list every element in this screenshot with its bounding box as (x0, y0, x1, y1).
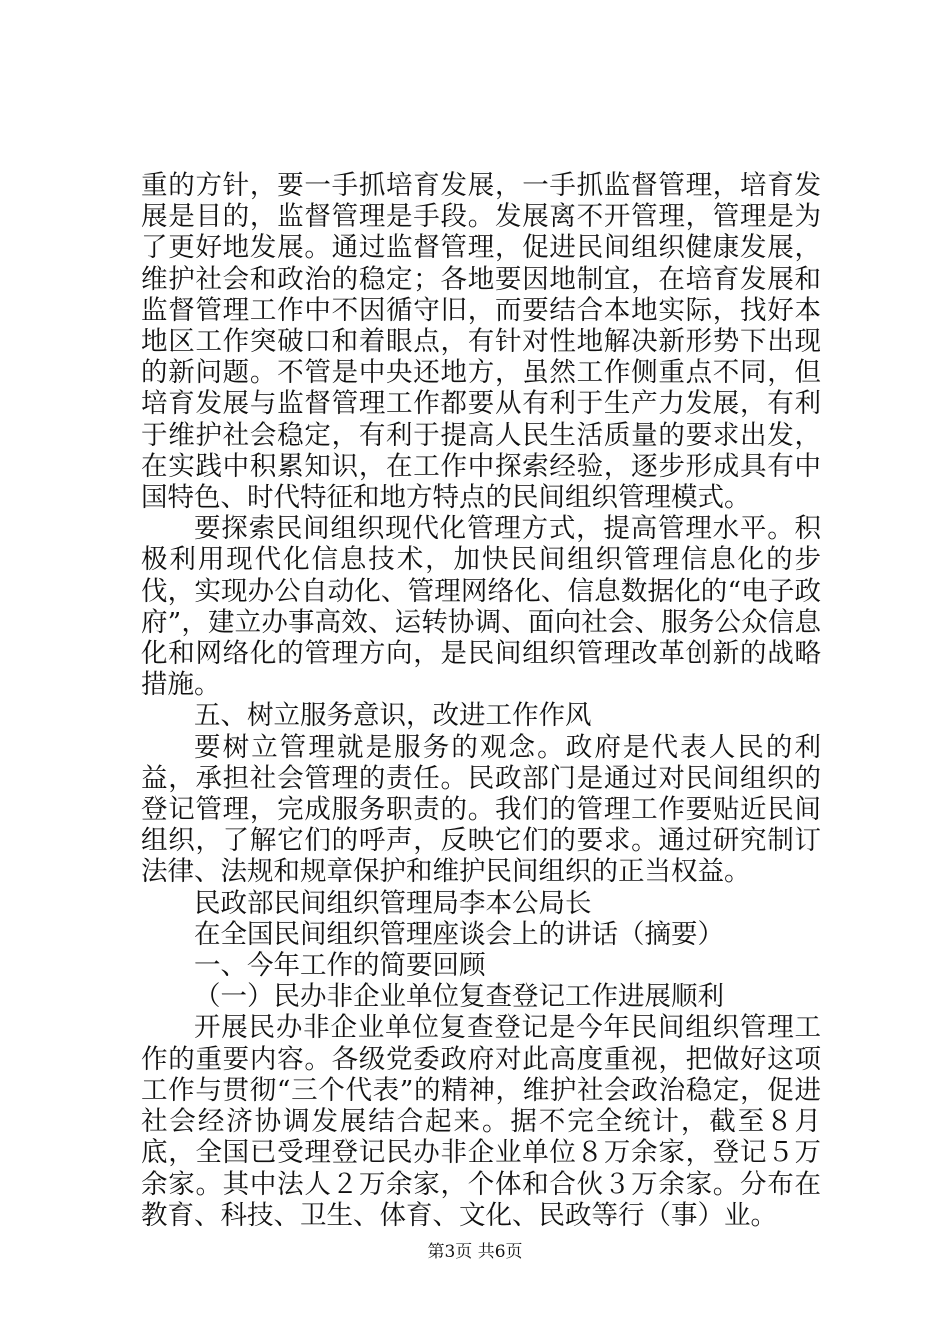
paragraph-continuation: 重的方针，要一手抓培育发展，一手抓监督管理，培育发展是目的，监督管理是手段。发展离不开管理，管理是为了更好地发展。通过监督管理，促进民间组织健康发展，维护社会和政治的稳定；各地要因地制宜，在培育发展和监督管理工作中不因循守旧，而要结合本地实际，找好本地区工作突破口和着眼点，有针对性地解决新形势下出现的新问题。不管是中央还地方，虽然工作侧重点不同，但培育发展与监督管理工作都要从有利于生产力发展，有利于维护社会稳定，有利于提高人民生活质量的要求出发，在实践中积累知识，在工作中探索经验，逐步形成具有中国特色、时代特征和地方特点的民间组织管理模式。 (141, 170, 821, 514)
paragraph-registration: 开展民办非企业单位复查登记是今年民间组织管理工作的重要内容。各级党委政府对此高度重视，把做好这项工作与贯彻“三个代表”的精神，维护社会政治稳定，促进社会经济协调发展结合起来。据不完全统计，截至８月底，全国已受理登记民办非企业单位８万余家，登记５万余家。其中法人２万余家，个体和合伙３万余家。分布在教育、科技、卫生、体育、文化、民政等行（事）业。 (141, 1012, 821, 1231)
paragraph-service: 要树立管理就是服务的观念。政府是代表人民的利益，承担社会管理的责任。民政部门是通过对民间组织的登记管理，完成服务职责的。我们的管理工作要贴近民间组织，了解它们的呼声，反映它们的要求。通过研究制订法律、法规和规章保护和维护民间组织的正当权益。 (141, 731, 821, 888)
page-number-footer: 第3页 共6页 (427, 1242, 523, 1262)
document-body (141, 170, 821, 1231)
paragraph-modernization: 要探索民间组织现代化管理方式，提高管理水平。积极利用现代化信息技术，加快民间组织管理信息化的步伐，实现办公自动化、管理网络化、信息数据化的“电子政府”，建立办事高效、运转协调、面向社会、服务公众信息化和网络化的管理方向，是民间组织管理改革创新的战略措施。 (141, 513, 821, 701)
section-heading-one: 一、今年工作的简要回顾 (194, 950, 486, 982)
speaker-line: 民政部民间组织管理局李本公局长 (194, 887, 592, 919)
section-heading-five: 五、树立服务意识，改进工作作风 (194, 700, 592, 732)
speech-title: 在全国民间组织管理座谈会上的讲话（摘要） (194, 918, 724, 950)
subsection-heading: （一）民办非企业单位复查登记工作进展顺利 (194, 981, 724, 1013)
